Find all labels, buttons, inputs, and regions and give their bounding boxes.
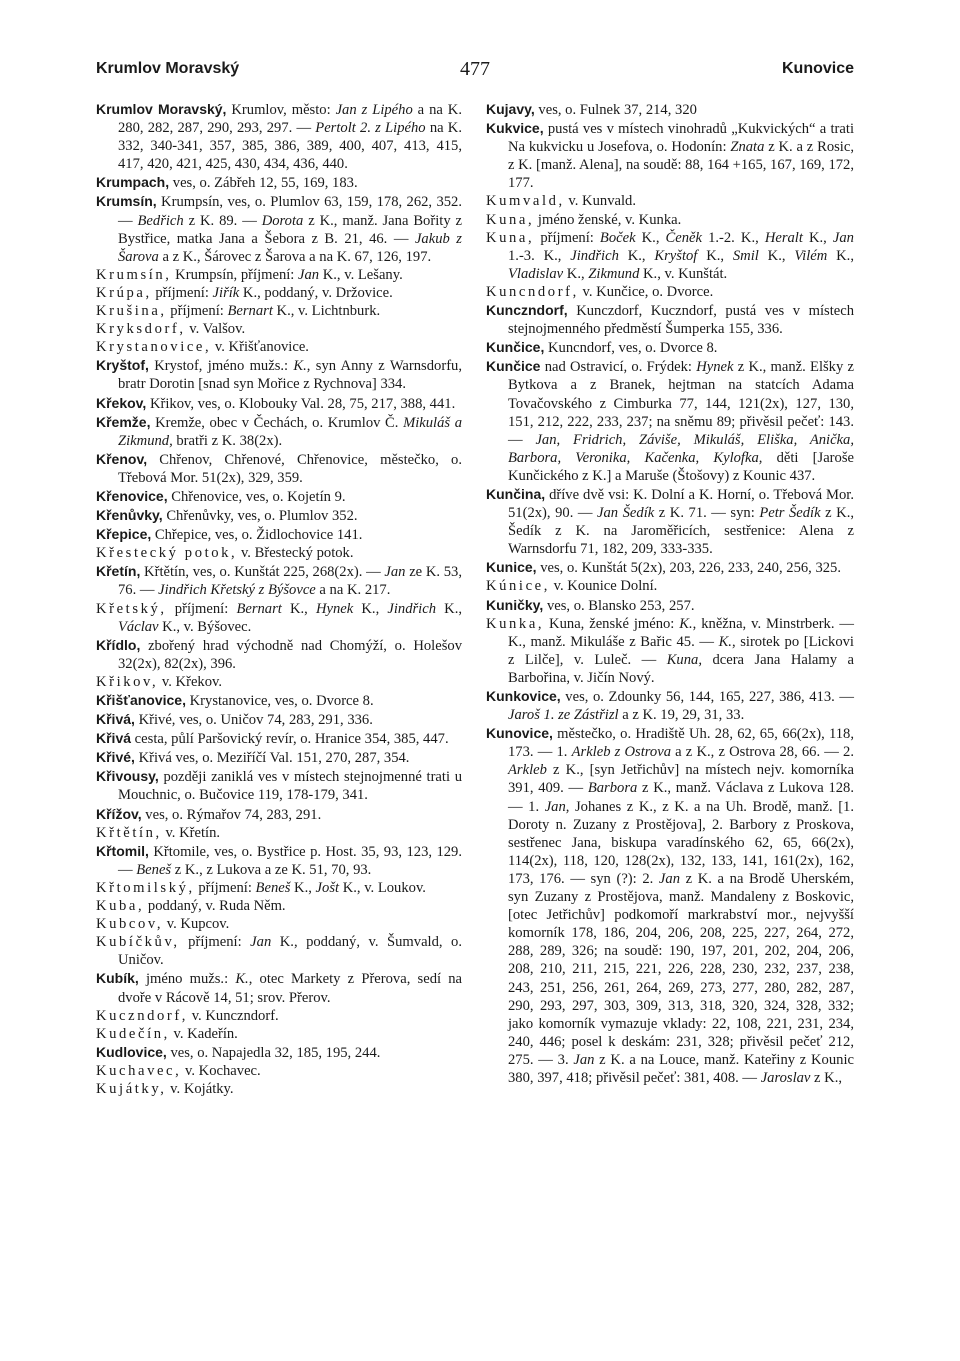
index-entry [96, 173, 462, 192]
entry-text: , sirotek po [Lickovi z Lilče], v. Luleč. — [508, 633, 854, 668]
entry-text: z K., z Lukova a ze K. 51, 70, 93. [171, 861, 372, 878]
index-entry [96, 933, 462, 969]
entry-name-italic: K. [293, 358, 307, 375]
entry-name-italic: Jan, Fridrich, Záviše, Mikuláš, Eliška, Anička, Barbora, Veronika, Kačenka, Kylofka, [508, 431, 854, 466]
index-entry [96, 691, 462, 710]
entry-text: K., v. Lešany. [319, 266, 403, 283]
entry-headword: Kubíčkův, [96, 934, 180, 951]
entry-text: Kuna, ženské jméno: [544, 615, 680, 632]
entry-text: na K. 332, 340-341, 357, 385, 386, 389, 400, 407, 413, 415, 417, 420, 421, 425, 430, 434, 436, 440. [118, 120, 462, 173]
entry-headword: Křestecký potok, [96, 545, 238, 562]
entry-text: z K. a na Brodě Uherském, syn Zuzany z Prostějova, manž. Mandaleny z Boskovic, [otec Jetřichův] podkomoří markrabství mor., nejvyšší komorník 178, 186, 204, 206, 208, 225, 227, 264, 272, 288, 289, 326; na soudě: 190, 197, 201, 202, 204, 206, 208, 210, 211, 215, 221, 226, 228, 230, 232, 237, 238, 243, 251, 256, 261, 264, 269, 273, 277, 280, 282, 287, 290, 293, 297, 303, 309, 313, 318, 320, 324, 328, 332; jako komorník vymazuje vklady: 22, 108, 221, 231, 234, 240, 446; posel k deskám: 231, 328; přivěsil pečeť 212, 275. — 3. [508, 870, 854, 1068]
index-entry [96, 192, 462, 265]
entry-name-italic: K. [235, 971, 249, 988]
entry-text: a z K., Šárovec z Šarova a na K. 67, 126, 197. [158, 248, 432, 265]
entry-text: v. Křekov. [158, 673, 223, 690]
entry-name-italic: K. [718, 633, 732, 650]
entry-headword: Kukvice, [486, 120, 544, 137]
entry-text: z K., Šedík z K. na Jaroměřicích, sestřenice: Alena z Warnsdorfu 71, 182, 209, 333-335. [508, 505, 854, 558]
index-entry [96, 842, 462, 879]
entry-text: v. Kochavec. [181, 1062, 261, 1079]
entry-name-italic: Arkleb z Ostrova [571, 744, 671, 761]
index-entry [486, 485, 854, 558]
entry-text: Chřepice, ves, o. Židlochovice 141. [151, 527, 363, 544]
entry-headword: Křišťanovice, [96, 692, 186, 708]
index-entry [96, 100, 462, 173]
entry-name-italic: Jan [250, 934, 272, 951]
page-header [96, 60, 854, 86]
index-entry [486, 615, 854, 687]
entry-text: příjmení: [166, 600, 237, 617]
entry-text: ze K. 53, 76. — [118, 564, 462, 599]
entry-headword: Křivé, [96, 749, 135, 766]
entry-name-italic: Petr Šedík [759, 505, 821, 522]
entry-headword: Kujátky, [96, 1080, 167, 1097]
entry-text: K., [290, 879, 316, 896]
entry-text: K., [353, 600, 388, 617]
entry-text: ves, o. Zábřeh 12, 55, 169, 183. [169, 175, 358, 192]
entry-text: v. Křetín. [161, 824, 221, 841]
entry-text: v. Kunčice, o. Dvorce. [578, 283, 714, 300]
index-entry [96, 525, 462, 544]
entry-text: cesta, půlí Paršovický revír, o. Hranice 354, 385, 447. [131, 731, 449, 748]
entry-text: z K. 71. — syn: [654, 505, 760, 522]
entry-text: Kunczdorf, Kuczndorf, pustá ves v místech stejnojmenného předměstí Šumperka 155, 336. [508, 303, 854, 338]
entry-text: K., [563, 265, 589, 282]
entry-text: děti [Jaroše Kunčického z K.] a Maruše (Štošovy) z Kounic 437. [508, 449, 854, 484]
entry-text: v. Kupcov. [163, 916, 230, 933]
entry-text: a z K., z Ostrova 28, 66. — 2. [671, 744, 855, 761]
entry-text: K., [827, 247, 854, 264]
entry-name-italic: Bernart [236, 600, 282, 617]
entry-headword: Kúnice, [486, 578, 550, 595]
entry-name-italic: Václav [118, 618, 159, 635]
entry-text: K., v. Lichtnburk. [272, 303, 381, 320]
entry-text: a na K. 280, 282, 287, 290, 293, 297. — [118, 102, 462, 137]
entry-text: z K., manž. Elšky z Bytkova a z Branek, hejtman na statcích Adama Tovačovského z Cimburka 77, 144, 121(2x), 127, 130, 151, 212, 222, 233, 237; na sněmu 89; přivěsil pečeť: 143. — [508, 359, 854, 448]
entry-text: bratři z K. 38(2x). [172, 432, 283, 449]
entry-name-italic: Hynek [315, 600, 354, 617]
entry-text: K., [436, 600, 462, 617]
entry-headword: Kumvald, [486, 193, 565, 210]
index-entry [486, 558, 854, 577]
entry-text: z K. a z Rosic, z K. [manž. Alena], na soudě: 88, 164 +165, 167, 169, 172, 177. [508, 139, 854, 192]
entry-text: Krystof, jméno mužs.: [148, 358, 294, 375]
entry-name-italic: Jindřich [387, 600, 437, 617]
entry-headword: Křepice, [96, 526, 152, 543]
entry-headword: Křenovice, [96, 487, 168, 504]
entry-text: dcera Jana Halamy a Barbořina, v. Jičín Nový. [508, 651, 854, 686]
entry-headword: Krumpach, [96, 174, 170, 191]
entry-text: K., v. Loukov. [339, 879, 426, 896]
entry-headword: Křídlo, [96, 636, 141, 653]
entry-name-italic: Čeněk [665, 229, 703, 246]
index-entry [96, 338, 462, 356]
entry-text: příjmení: [534, 229, 600, 246]
entry-text: ves, o. Fulnek 37, 214, 320 [534, 102, 697, 118]
index-entry [96, 562, 462, 599]
entry-headword: Křetín, [96, 563, 141, 580]
entry-text: z K., manž. Václava z Lukova 128. — 1. [508, 780, 854, 815]
entry-text: v. Kunczndorf. [188, 1007, 279, 1024]
index-entry [96, 767, 462, 804]
entry-headword: Krumsín, [96, 193, 157, 210]
index-entry [96, 879, 462, 897]
index-entry [486, 229, 854, 283]
entry-text: K., [618, 247, 655, 264]
entry-name-italic: Bernart [227, 303, 273, 320]
entry-text: v. Valšov. [185, 321, 246, 338]
entry-headword: Kunka, [486, 615, 545, 632]
entry-headword: Kunčice [486, 358, 541, 375]
entry-name-italic: Mikuláš a Zikmund, [118, 414, 462, 449]
entry-headword: Kunovice, [486, 725, 553, 742]
entry-text: z K. 89. — [183, 212, 262, 229]
entry-name-italic: Jošt [315, 879, 340, 896]
entry-text: jméno mužs.: [138, 971, 236, 988]
entry-headword: Křivousy, [96, 768, 159, 785]
entry-text: z K. a na Louce, manž. Kateřiny z Kounic 380, 397, 418; přivěsil pečeť: 381, 408. — [508, 1051, 854, 1086]
entry-text: Johanes z K., z K. a na Uh. Brodě, manž. [1. Doroty n. Zuzany z Prostějova], 2. Barbory z Proskova, sestřenec Jana, biskupa varadínského 62, 65, 66(2x), 114(2x), 118, 120, 128(2x), 132, 133, 141, 161(2x), 162, 173, 176. — syn (?): 2. [508, 798, 854, 887]
entry-text: , syn Anny z Warnsdorfu, bratr Dorotin [snad syn Mořice z Rychnova] 334. [118, 358, 462, 393]
entry-headword: Kunkovice, [486, 688, 561, 704]
entry-text: K., v. Býšovec. [158, 618, 252, 635]
index-entry [96, 356, 462, 393]
entry-headword: Kuničky, [486, 596, 544, 613]
entry-name-italic: Jan z Lipého [335, 102, 413, 118]
entry-headword: Křikov, [96, 673, 159, 690]
entry-headword: Křížov, [96, 805, 142, 822]
entry-headword: Kujavy, [486, 101, 535, 117]
entry-name-italic: Vladislav [508, 265, 564, 282]
entry-text: ves, o. Rýmařov 74, 283, 291. [141, 806, 322, 823]
entry-text: Krumpsín, příjmení: [171, 266, 299, 283]
entry-name-italic: Jan, [544, 798, 570, 815]
left-column [96, 100, 462, 1098]
entry-name-italic: Jiřík [212, 284, 240, 301]
entry-name-italic: Jan [298, 266, 320, 283]
entry-name-italic: Jindřich Křetský z Býšovce [158, 582, 316, 599]
index-entry [96, 673, 462, 691]
entry-headword: Křenůvky, [96, 507, 163, 524]
entry-name-italic: Jaroš 1. ze Zástřizl [508, 707, 619, 724]
entry-name-italic: Jan Šedík [597, 505, 655, 522]
entry-text: Kuncndorf, ves, o. Dvorce 8. [544, 340, 718, 357]
index-entry [96, 284, 462, 302]
entry-text: K., [281, 600, 316, 617]
index-entry [96, 413, 462, 450]
entry-headword: Kuczndorf, [96, 1007, 189, 1024]
entry-text: v. Kadeřín. [169, 1025, 238, 1042]
entry-text: příjmení: [166, 303, 228, 320]
entry-text: Křivá ves, o. Meziříčí Val. 151, 270, 287, 354. [134, 750, 410, 767]
index-entry [486, 687, 854, 724]
entry-name-italic: Vilém [794, 247, 828, 264]
entry-name-italic: Dorota [261, 212, 304, 229]
entry-name-italic: Zikmund [588, 265, 640, 282]
index-entry [96, 969, 462, 1006]
index-entry [96, 897, 462, 915]
entry-text: ves, o. Kunštát 5(2x), 203, 226, 233, 240, 256, 325. [536, 560, 842, 577]
running-head-left: Krumlov Moravský [96, 60, 240, 77]
entry-headword: Kryštof, [96, 357, 149, 374]
index-entry [96, 506, 462, 525]
entry-text: K., v. Kunštát. [639, 265, 728, 282]
index-entry [96, 394, 462, 413]
entry-headword: Kunice, [486, 559, 537, 576]
index-entry [96, 600, 462, 636]
entry-text: Kremže, obec v Čechách, o. Krumlov Č. [150, 414, 404, 431]
entry-text: a na K. 217. [315, 582, 391, 599]
index-entry [486, 301, 854, 338]
entry-text: nad Ostravicí, o. Frýdek: [540, 359, 697, 376]
entry-text: , otec Markety z Přerova, sedí na dvoře v Rácově 14, 51; srov. Přerov. [118, 971, 463, 1006]
entry-text: Krumlov, město: [226, 102, 336, 118]
entry-text: pustá ves v místech vinohradů „Kukvických“ a trati Na kukvicku u Josefova, o. Hodonín: [508, 121, 854, 156]
entry-headword: Křetský, [96, 600, 167, 617]
entry-name-italic: Beneš [255, 879, 291, 896]
entry-name-italic: Kuna, [666, 651, 702, 668]
entry-text: 1.-3. K., [508, 247, 571, 264]
index-entry [486, 596, 854, 615]
index-entry [486, 211, 854, 229]
entry-name-italic: Bedřich [137, 212, 184, 229]
entry-text: z K., manž. Jana Bořity z Bystřice, matka Jana a Šebora z B. 21, 46. — [118, 212, 462, 247]
entry-text: Křtomile, ves, o. Bystřice p. Host. 35, 93, 123, 129. — [118, 843, 462, 878]
entry-headword: Krumlov Moravský, [96, 101, 227, 117]
entry-headword: Kuna, [486, 229, 535, 246]
entry-text: příjmení: [151, 284, 213, 301]
entry-headword: Kunczndorf, [486, 302, 568, 319]
entry-headword: Kudlovice, [96, 1043, 167, 1060]
entry-headword: Krušina, [96, 303, 167, 320]
entry-name-italic: K. [679, 615, 693, 632]
entry-headword: Krumsín, [96, 266, 172, 283]
entry-headword: Kuna, [486, 211, 535, 228]
entry-name-italic: Jaroslav [760, 1069, 811, 1086]
entry-name-italic: Jan [658, 870, 680, 887]
entry-name-italic: Kryštof [654, 247, 698, 264]
entry-headword: Křtomil, [96, 842, 149, 859]
entry-text: Chřenov, Chřenové, Chřenovice, městečko, o. Třebová Mor. 51(2x), 329, 359. [118, 451, 462, 486]
entry-text: v. Křišťanovice. [211, 339, 309, 356]
index-entry [96, 1007, 462, 1025]
entry-text: příjmení: [179, 934, 251, 951]
entry-name-italic: Jakub z Šarova [118, 230, 462, 265]
index-entry [96, 915, 462, 933]
index-entry [486, 119, 854, 192]
index-entry [96, 729, 462, 748]
entry-text: 1.-2. K., [702, 229, 765, 246]
entry-headword: Kryksdorf, [96, 321, 186, 338]
entry-text: jméno ženské, v. Kunka. [534, 211, 682, 228]
entry-text: K., [635, 229, 666, 246]
entry-text: K., [697, 247, 733, 264]
page-number: 477 [460, 58, 490, 80]
entry-text: dříve dvě vsi: K. Dolní a K. Horní, o. Třebová Mor. 51(2x), 90. — [508, 486, 854, 522]
entry-text: K., [758, 247, 795, 264]
entry-name-italic: Boček [599, 229, 636, 246]
index-entry [96, 1080, 462, 1098]
entry-text: ves, o. Zdounky 56, 144, 165, 227, 386, 413. — [560, 689, 854, 705]
entry-text: K., poddaný, v. Držovice. [239, 284, 393, 301]
index-entry [486, 100, 854, 119]
entry-name-italic: Beneš [136, 861, 172, 878]
entry-text: Krystanovice, ves, o. Dvorce 8. [185, 693, 374, 709]
entry-headword: Křekov, [96, 394, 147, 411]
entry-name-italic: Smil [732, 247, 759, 264]
index-entry [96, 710, 462, 729]
entry-name-italic: Jan [384, 564, 406, 581]
right-column [486, 100, 854, 1087]
entry-headword: Kudečín, [96, 1025, 170, 1042]
entry-headword: Krúpa, [96, 284, 152, 301]
index-entry [96, 1043, 462, 1062]
entry-headword: Kuchavec, [96, 1062, 182, 1079]
entry-headword: Kubcov, [96, 916, 164, 933]
entry-text: poddaný, v. Ruda Něm. [144, 898, 286, 915]
entry-text: , kněžna, v. Minstrberk. — K., manž. Mikuláše z Bařic 45. — [508, 615, 855, 650]
entry-name-italic: Jan [573, 1051, 595, 1068]
entry-text: zbořený hrad východně nad Chomýží, o. Holešov 32(2x), 82(2x), 396. [118, 637, 462, 672]
entry-headword: Křtomilský, [96, 879, 195, 896]
entry-text: a z K. 19, 29, 31, 33. [618, 707, 745, 724]
entry-name-italic: Jan [832, 229, 854, 246]
entry-headword: Kunčice, [486, 339, 545, 356]
entry-text: městečko, o. Hradiště Uh. 28, 62, 65, 66(2x), 118, 173. — 1. [508, 726, 854, 761]
index-entry [96, 636, 462, 673]
entry-headword: Kubík, [96, 970, 139, 987]
index-entry [96, 487, 462, 506]
index-entry [486, 357, 854, 485]
index-entry [96, 302, 462, 320]
entry-text: Křtětín, ves, o. Kunštát 225, 268(2x). — [140, 564, 385, 581]
entry-text: Chřenůvky, ves, o. Plumlov 352. [162, 508, 358, 525]
entry-text: v. Břestecký potok. [237, 545, 354, 562]
entry-name-italic: Jindřich [570, 247, 619, 264]
entry-headword: Kuncndorf, [486, 283, 579, 300]
index-entry [486, 577, 854, 595]
entry-headword: Kunčina, [486, 485, 546, 502]
entry-text: v. Kojátky. [166, 1080, 234, 1097]
entry-name-italic: Arkleb [508, 762, 547, 779]
index-entry [96, 805, 462, 824]
entry-text: příjmení: [194, 879, 256, 896]
index-entry [486, 724, 854, 1087]
entry-text: ves, o. Napajedla 32, 185, 195, 244. [166, 1044, 381, 1061]
entry-text: v. Kounice Dolní. [550, 578, 658, 595]
entry-text: z K., [810, 1069, 843, 1086]
index-entry [96, 824, 462, 842]
index-entry [96, 1062, 462, 1080]
entry-text: K., [802, 229, 833, 246]
entry-text: ves, o. Blansko 253, 257. [543, 597, 695, 614]
entry-text: K., poddaný, v. Šumvald, o. Uničov. [118, 934, 462, 969]
entry-text: Chřenovice, ves, o. Kojetín 9. [167, 488, 346, 505]
entry-text: Křikov, ves, o. Klobouky Val. 28, 75, 217, 388, 441. [146, 395, 456, 412]
index-entry [96, 320, 462, 338]
index-entry [96, 544, 462, 562]
entry-headword: Křtětín, [96, 824, 162, 841]
entry-headword: Křenov, [96, 450, 148, 467]
index-entry [96, 1025, 462, 1043]
entry-headword: Křivá [96, 730, 132, 747]
entry-text: z K., [syn Jetřichův] na místech nejv. komorníka 391, 409. — [508, 762, 854, 797]
index-entry [486, 338, 854, 357]
entry-text: v. Kunvald. [564, 193, 636, 210]
index-entry [96, 266, 462, 284]
entry-text: Krumpsín, ves, o. Plumlov 63, 159, 178, 262, 352. — [118, 194, 462, 229]
entry-headword: Kuba, [96, 898, 145, 915]
entry-name-italic: Znata [730, 139, 765, 156]
index-entry [486, 192, 854, 210]
running-head-right: Kunovice [781, 60, 854, 77]
entry-headword: Krystanovice, [96, 339, 212, 356]
entry-name-italic: Barbora [587, 780, 638, 797]
entry-name-italic: Pertolt 2. z Lipého [315, 120, 426, 137]
entry-name-italic: Hynek [696, 359, 734, 376]
entry-text: později zaniklá ves v místech stejnojmenné trati u Mouchnic, o. Bučovice 119, 178-179, 341. [118, 769, 462, 804]
index-entry [96, 450, 462, 487]
index-entry [96, 748, 462, 767]
entry-headword: Křemže, [96, 413, 151, 430]
entry-text: Křivé, ves, o. Uničov 74, 283, 291, 336. [134, 712, 373, 729]
index-entry [486, 283, 854, 301]
entry-name-italic: Heralt [764, 229, 803, 246]
entry-headword: Křivá, [96, 711, 135, 728]
